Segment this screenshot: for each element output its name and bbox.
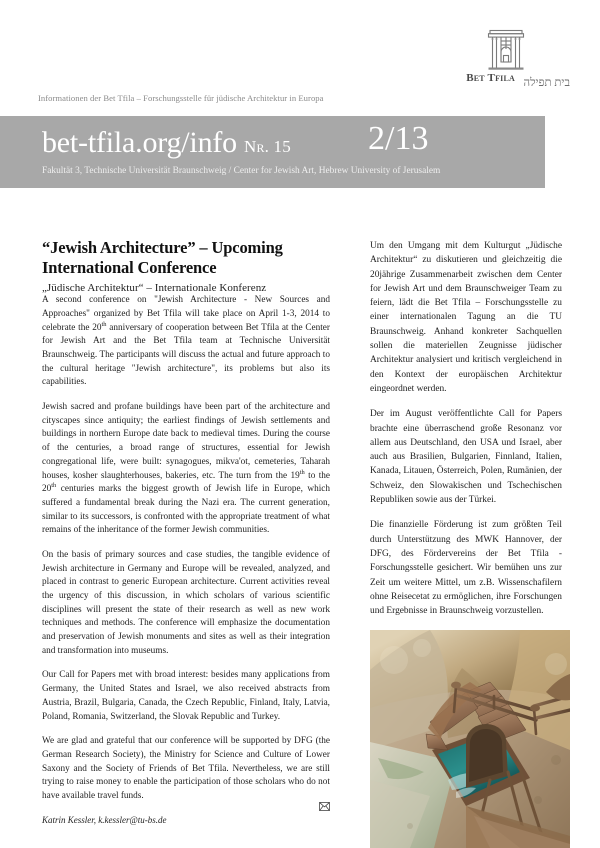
temple-facade-icon [486,28,526,70]
logo-hebrew-text: בית תפילה [523,77,570,89]
publication-title: bet-tfila.org/info [42,126,237,159]
right-column [370,188,562,629]
paragraph: We are glad and grateful that our conference will be supported by DFG (the German Research Society), the Ministry for Science and Culture of Lower Saxony and the Society of Friends of Bet Tfila. Nevertheless, we are still trying to raise money to enable the participation of those scholars who do not have available travel funds. [42,736,330,801]
affiliation-line: Fakultät 3, Technische Universität Braunschweig / Center for Jewish Art, Hebrew University of Jerusalem [42,166,441,176]
paragraph: Die finanzielle Förderung ist zum größten Teil durch Unterstützung des MWK Hannover, der DFG, des Fördervereins der Bet Tfila - Forschungsstelle gesichert. Wir bemühen uns zur Zeit um weitere Mittel, um z.B. Wissenschafilern ohne Reisecetat zu ermöglichen, ihre Forschungen und Ergebnisse in Braunschweig vorzustellen. [370,520,562,617]
byline-row [42,815,330,827]
logo-wordmark: Bet Tfila [466,72,515,84]
paragraph: Our Call for Papers met with broad interest: besides many applications from Germany, the United States and Israel, we also received abstracts from Austria, Brazil, Bulgaria, Canada, the Czech Republic, Finland, Italy, Latvia, Poland, Romania, Switzerland, the Slovak Republic and Turkey. [42,670,330,722]
mikveh-staircase-photo [370,630,570,848]
masthead [0,0,600,116]
bet-tfila-logo [430,28,570,90]
left-column [42,188,330,827]
paragraph: A second conference on "Jewish Architecture - New Sources and Approaches" organized by Bet Tfila will take place on April 1-3, 2014 to celebrate the 20th anniversary of cooperation between Bet Tfila at the Center for Jewish Art and the Bet Tfila team at Technische Universität Braunschweig. The participants will discuss the actual and future approach to the cultural heritage "Jewish architecture", its problems but also its capabilities. [42,295,330,388]
page-title: “Jewish Architecture” – Upcoming International Conference [42,238,283,278]
publication-title-row [42,126,291,160]
issue-number: Nr. 15 [243,137,291,156]
paragraph: On the basis of primary sources and case studies, the tangible evidence of Jewish architecture in Germany and Europe will be revealed, analyzed, and placed in contrast to generic European architecture. Current activities reveal the urgency of this discussion, in which scholars of various scientific disciplines will present the state of their research as well as new work techniques and methods. The conference will emphasize the documentation and preservation of Jewish monuments and sites as well as their integration and transformation into museums. [42,549,330,656]
envelope-icon [319,802,330,811]
article-subtitle: „Jüdische Architektur“ – Internationale Konferenz [42,282,267,295]
paragraph: Jewish sacred and profane buildings have been part of the architecture and cityscapes since antiquity; the earliest findings of Jewish settlements and buildings in northern Europe date back to medieval times. During the course of the centuries, a broad range of structures, essential for Jewish congregational life, were built: synagogues, mikva'ot, cemeteries, Taharah houses, kosher slaughterhouses, bakeries, etc. The turn from the 19th to the 20th centuries marks the biggest growth of Jewish life in Europe, which suffered a fundamental break during the Nazi era. The current generation, similar to its successors, is confronted with the appropriate treatment of what remains of the inheritance of the former Jewish communities. [42,402,330,536]
author-byline: Katrin Kessler, k.kessler@tu-bs.de [42,814,167,825]
paragraph: Um den Umgang mit dem Kulturgut „Jüdische Architektur“ zu diskutieren und gleichzeitig die 20jährige Zusammenarbeit zwischen dem Center for Jewish Art und dem Braunschweiger Team zu feiern, lädt die Bet Tfila – Forschungsstelle zu einer internationalen Tagung an die TU Braunschweig. Anhand konkreter Sachquellen sollen die materiellen Zeugnisse jüdischer Architektur analysiert und kritisch vergleichend in den Kontext der europäischen Architektur eingeordnet werden. [370,241,562,394]
title-bar [0,116,545,188]
masthead-tagline: Informationen der Bet Tfila – Forschungsstelle für jüdische Architektur in Europa [38,93,324,103]
issue-date: 2/13 [368,120,429,157]
paragraph: Der im August veröffentlichte Call for Papers brachte eine überraschend große Resonanz vor allem aus Deutschland, den USA und Israel, aber auch aus Brasilien, Bulgarien, Finnland, Italien, Kanada, Litauen, Österreich, Polen, Rumänien, der Schweiz, den Slowakischen und Tschechischen Republiken sowie aus der Türkei. [370,409,562,506]
